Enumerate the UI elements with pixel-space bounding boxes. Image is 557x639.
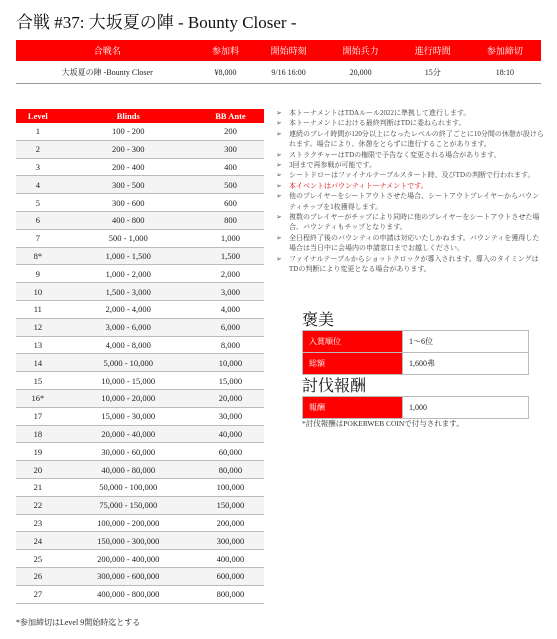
blinds-cell: 50,000 - 100,000 — [60, 478, 197, 496]
level-cell: 15 — [16, 372, 60, 390]
blinds-table — [16, 109, 264, 604]
blinds-cell: 3,000 - 6,000 — [60, 318, 197, 336]
blinds-cell: 1,500 - 3,000 — [60, 283, 197, 301]
table-row — [16, 514, 264, 532]
blinds-cell: 400 - 800 — [60, 211, 197, 229]
prize-label-cell: 入賞順位 — [303, 331, 403, 353]
rule-text: 本トーナメントはTDAルール2022に準拠して進行します。 — [289, 109, 471, 117]
list-item — [276, 254, 544, 275]
table-row — [16, 211, 264, 229]
table-row — [16, 283, 264, 301]
bb-ante-cell: 400,000 — [197, 550, 264, 568]
summary-header-cell: 合戦名 — [16, 40, 198, 61]
prize-label-cell: 総額 — [303, 353, 403, 375]
bb-ante-cell: 300,000 — [197, 532, 264, 550]
bb-ante-cell: 200,000 — [197, 514, 264, 532]
blinds-cell: 300 - 500 — [60, 176, 197, 194]
level-cell: 21 — [16, 478, 60, 496]
table-row — [16, 140, 264, 158]
prize-value-cell: 1,600弗 — [403, 353, 529, 375]
arrow-right-icon: ➢ — [276, 150, 282, 159]
table-row — [16, 461, 264, 479]
table-row — [16, 229, 264, 247]
rule-text: ストラクチャーはTDの権限で予告なく変更される場合があります。 — [289, 150, 501, 159]
list-item — [276, 108, 544, 118]
bb-ante-cell: 2,000 — [197, 265, 264, 283]
level-cell: 26 — [16, 567, 60, 585]
level-cell: 17 — [16, 407, 60, 425]
arrow-right-icon: ➢ — [276, 254, 282, 263]
blinds-cell: 2,000 - 4,000 — [60, 300, 197, 318]
blinds-cell: 100 - 200 — [60, 123, 197, 140]
blinds-cell: 400,000 - 800,000 — [60, 585, 197, 603]
table-row — [16, 532, 264, 550]
table-row — [16, 389, 264, 407]
table-row — [303, 353, 529, 375]
prize-value-cell: 1～6位 — [403, 331, 529, 353]
arrow-right-icon: ➢ — [276, 171, 282, 180]
level-cell: 8* — [16, 247, 60, 265]
prize-table — [302, 330, 529, 375]
level-cell: 13 — [16, 336, 60, 354]
level-cell: 5 — [16, 194, 60, 212]
summary-cell: 20,000 — [325, 61, 397, 84]
table-row — [16, 194, 264, 212]
blinds-cell: 5,000 - 10,000 — [60, 354, 197, 372]
table-row — [303, 331, 529, 353]
bb-ante-cell: 150,000 — [197, 496, 264, 514]
blinds-cell: 4,000 - 8,000 — [60, 336, 197, 354]
bb-ante-cell: 80,000 — [197, 461, 264, 479]
level-cell: 10 — [16, 283, 60, 301]
bb-ante-cell: 8,000 — [197, 336, 264, 354]
blinds-cell: 200,000 - 400,000 — [60, 550, 197, 568]
table-row — [16, 354, 264, 372]
blinds-cell: 40,000 - 80,000 — [60, 461, 197, 479]
list-item — [276, 118, 544, 128]
bb-ante-cell: 300 — [197, 140, 264, 158]
summary-cell: ¥8,000 — [198, 61, 252, 84]
list-item — [276, 129, 544, 150]
level-cell: 9 — [16, 265, 60, 283]
blinds-header-cell: BB Ante — [197, 109, 264, 123]
table-row — [16, 496, 264, 514]
bounty-table — [302, 396, 529, 419]
level-cell: 25 — [16, 550, 60, 568]
table-row — [16, 265, 264, 283]
rule-text: 本イベントはバウンティトーナメントです。 — [289, 181, 428, 190]
bounty-label-cell: 報酬 — [303, 397, 403, 419]
bounty-value-cell: 1,000 — [403, 397, 529, 419]
bounty-note: *討伐報酬はPOKERWEB COINで付与されます。 — [302, 419, 464, 428]
blinds-cell: 20,000 - 40,000 — [60, 425, 197, 443]
table-row — [16, 372, 264, 390]
blinds-cell: 300 - 600 — [60, 194, 197, 212]
level-cell: 16* — [16, 389, 60, 407]
arrow-right-icon: ➢ — [276, 119, 282, 128]
table-row — [16, 425, 264, 443]
bb-ante-cell: 400 — [197, 158, 264, 176]
rule-text: 連続のプレイ時間が120分以上になったレベルの終了ごとに10分間の休憩が設けられます。場合により、休憩をとらずに進行することがあります。 — [289, 129, 544, 149]
blinds-cell: 150,000 - 300,000 — [60, 532, 197, 550]
bb-ante-cell: 1,000 — [197, 229, 264, 247]
level-cell: 19 — [16, 443, 60, 461]
blinds-cell: 1,000 - 1,500 — [60, 247, 197, 265]
arrow-right-icon: ➢ — [276, 181, 282, 190]
list-item — [276, 170, 544, 180]
bb-ante-cell: 6,000 — [197, 318, 264, 336]
blinds-cell: 30,000 - 60,000 — [60, 443, 197, 461]
table-row — [16, 585, 264, 603]
table-row — [16, 247, 264, 265]
table-row — [16, 567, 264, 585]
summary-table — [16, 40, 541, 84]
bb-ante-cell: 15,000 — [197, 372, 264, 390]
blinds-cell: 200 - 400 — [60, 158, 197, 176]
arrow-right-icon: ➢ — [276, 213, 282, 222]
bounty-section-title: 討伐報酬 — [302, 378, 367, 395]
summary-cell: 9/16 16:00 — [253, 61, 325, 84]
rule-text: 3回まで再参戦が可能です。 — [289, 161, 376, 170]
list-item — [276, 150, 544, 160]
level-cell: 7 — [16, 229, 60, 247]
level-cell: 2 — [16, 140, 60, 158]
level-cell: 3 — [16, 158, 60, 176]
list-item — [276, 181, 544, 191]
level-cell: 12 — [16, 318, 60, 336]
summary-header-cell: 開始時刻 — [253, 40, 325, 61]
rule-text: 他のプレイヤーをシートアウトさせた場合、シートアウトプレイヤーからバウンティチップを1枚獲得します。 — [289, 192, 540, 211]
summary-header-cell: 参加料 — [198, 40, 252, 61]
list-item — [276, 160, 544, 170]
arrow-right-icon: ➢ — [276, 129, 282, 138]
rules-list — [276, 108, 544, 275]
blinds-cell: 15,000 - 30,000 — [60, 407, 197, 425]
level-cell: 6 — [16, 211, 60, 229]
table-row — [16, 550, 264, 568]
level-cell: 11 — [16, 300, 60, 318]
bb-ante-cell: 10,000 — [197, 354, 264, 372]
table-row — [16, 176, 264, 194]
arrow-right-icon: ➢ — [276, 233, 282, 242]
table-row — [16, 336, 264, 354]
bb-ante-cell: 500 — [197, 176, 264, 194]
blinds-body — [16, 123, 264, 603]
page-title: 合戦 #37: 大坂夏の陣 - Bounty Closer - — [16, 13, 297, 32]
arrow-right-icon: ➢ — [276, 192, 282, 201]
level-cell: 23 — [16, 514, 60, 532]
level-cell: 18 — [16, 425, 60, 443]
summary-data-row — [16, 61, 541, 84]
table-row — [16, 407, 264, 425]
table-row — [303, 397, 529, 419]
blinds-cell: 100,000 - 200,000 — [60, 514, 197, 532]
level-cell: 1 — [16, 123, 60, 140]
list-item — [276, 212, 544, 233]
blinds-cell: 1,000 - 2,000 — [60, 265, 197, 283]
bb-ante-cell: 800,000 — [197, 585, 264, 603]
rule-text: 全日程終了後のバウンティの申請は対応いたしかねます。バウンティを獲得した場合は当日中に会場内の申請窓口までお越しください。 — [289, 233, 540, 253]
summary-header-cell: 進行時間 — [397, 40, 469, 61]
level-cell: 27 — [16, 585, 60, 603]
table-row — [16, 478, 264, 496]
rule-text: シートドローはファイナルテーブルスタート時、及びTDの判断で行われます。 — [289, 171, 535, 180]
list-item — [276, 191, 544, 212]
bb-ante-cell: 4,000 — [197, 300, 264, 318]
list-item — [276, 233, 544, 254]
summary-header-cell: 開始兵力 — [325, 40, 397, 61]
blinds-cell: 10,000 - 15,000 — [60, 372, 197, 390]
bb-ante-cell: 1,500 — [197, 247, 264, 265]
table-row — [16, 300, 264, 318]
level-cell: 22 — [16, 496, 60, 514]
summary-cell: 18:10 — [469, 61, 541, 84]
level-cell: 24 — [16, 532, 60, 550]
blinds-header-row — [16, 109, 264, 123]
blinds-cell: 300,000 - 600,000 — [60, 567, 197, 585]
summary-header-row — [16, 40, 541, 61]
blinds-cell: 200 - 300 — [60, 140, 197, 158]
bb-ante-cell: 600,000 — [197, 567, 264, 585]
table-row — [16, 318, 264, 336]
rule-text: 本トーナメントにおける最終判断はTDに委ねられます。 — [289, 119, 466, 128]
summary-cell: 大坂夏の陣 -Bounty Closer — [16, 61, 198, 84]
blinds-cell: 10,000 - 20,000 — [60, 389, 197, 407]
blinds-header-cell: Blinds — [60, 109, 197, 123]
summary-header-cell: 参加締切 — [469, 40, 541, 61]
level-cell: 4 — [16, 176, 60, 194]
level-cell: 14 — [16, 354, 60, 372]
bb-ante-cell: 3,000 — [197, 283, 264, 301]
arrow-right-icon: ➢ — [276, 109, 282, 117]
table-row — [16, 443, 264, 461]
prize-section-title: 褒美 — [302, 312, 335, 329]
bb-ante-cell: 40,000 — [197, 425, 264, 443]
blinds-header-cell: Level — [16, 109, 60, 123]
bb-ante-cell: 100,000 — [197, 478, 264, 496]
bb-ante-cell: 30,000 — [197, 407, 264, 425]
bb-ante-cell: 20,000 — [197, 389, 264, 407]
blinds-cell: 75,000 - 150,000 — [60, 496, 197, 514]
bb-ante-cell: 60,000 — [197, 443, 264, 461]
bb-ante-cell: 800 — [197, 211, 264, 229]
rule-text: ファイナルテーブルからショットクロックが導入されます。導入のタイミングはTDの判断により変更となる場合があります。 — [289, 254, 539, 274]
level-cell: 20 — [16, 461, 60, 479]
summary-cell: 15分 — [397, 61, 469, 84]
bb-ante-cell: 600 — [197, 194, 264, 212]
table-row — [16, 123, 264, 140]
blinds-footnote: *参加締切はLevel 9開始時迄とする — [16, 618, 141, 627]
bb-ante-cell: 200 — [197, 123, 264, 140]
table-row — [16, 158, 264, 176]
rule-text: 複数のプレイヤーがチップにより同時に他のプレイヤーをシートアウトさせた場合、バウンティもチップとなります。 — [289, 213, 540, 232]
arrow-right-icon: ➢ — [276, 161, 282, 170]
blinds-cell: 500 - 1,000 — [60, 229, 197, 247]
